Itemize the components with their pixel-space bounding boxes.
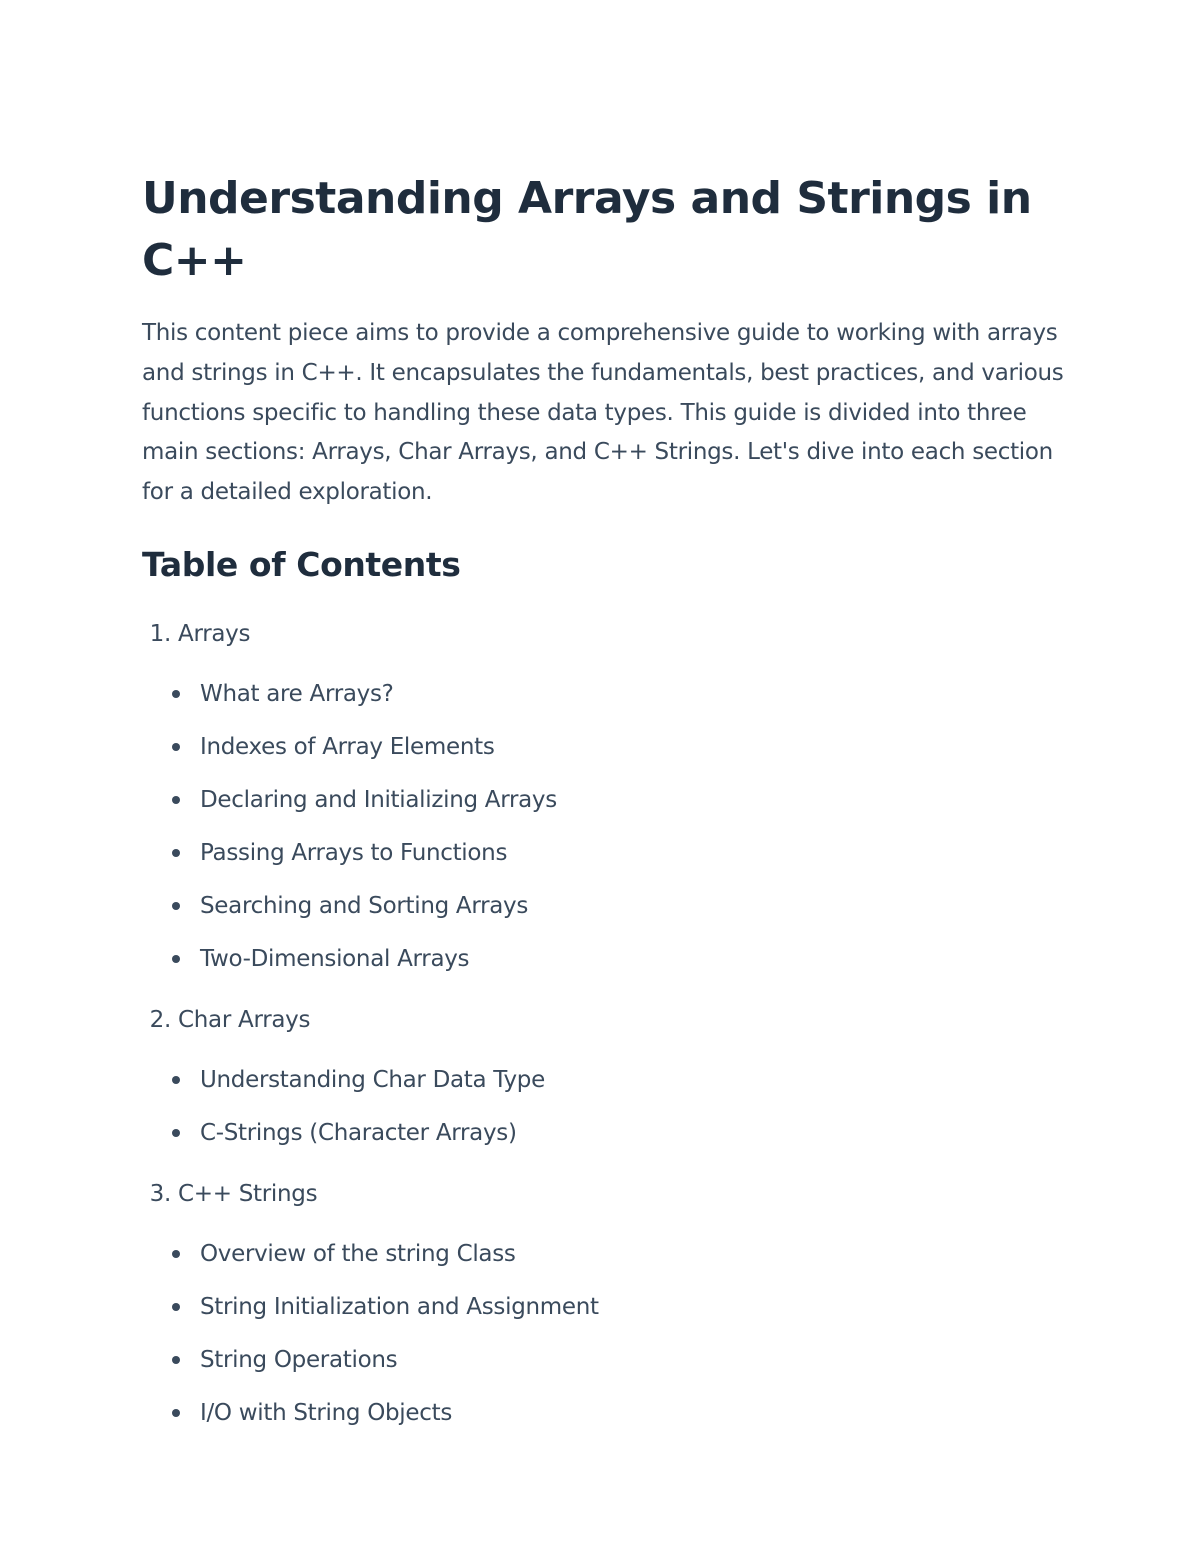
bullet-icon — [172, 1356, 180, 1364]
toc-heading: Table of Contents — [142, 544, 461, 584]
toc-section-number: 2. — [149, 1006, 171, 1033]
toc-section-number: 3. — [149, 1180, 171, 1207]
toc-section-label: Arrays — [178, 620, 251, 647]
bullet-icon — [172, 955, 180, 963]
list-item — [142, 1228, 1072, 1281]
table-of-contents — [142, 615, 1072, 1440]
bullet-icon — [172, 849, 180, 857]
bullet-icon — [172, 1129, 180, 1137]
toc-item-label: Passing Arrays to Functions — [200, 840, 508, 867]
toc-section-label: Char Arrays — [178, 1006, 311, 1033]
list-item — [142, 668, 1072, 721]
bullet-icon — [172, 690, 180, 698]
list-item — [142, 933, 1072, 986]
toc-subsection-list — [142, 668, 1072, 986]
toc-subsection-list — [142, 1054, 1072, 1160]
toc-item-label: Searching and Sorting Arrays — [200, 893, 529, 920]
toc-section-number: 1. — [149, 620, 171, 647]
list-item — [142, 1107, 1072, 1160]
toc-section-cpp-strings — [142, 1175, 1072, 1440]
list-item — [142, 1387, 1072, 1440]
toc-section-arrays — [142, 615, 1072, 986]
toc-item-label: I/O with String Objects — [200, 1400, 452, 1427]
list-item — [142, 827, 1072, 880]
bullet-icon — [172, 1409, 180, 1417]
list-item — [142, 880, 1072, 933]
toc-item-label: Understanding Char Data Type — [200, 1067, 545, 1094]
bullet-icon — [172, 796, 180, 804]
bullet-icon — [172, 743, 180, 751]
document-page — [142, 168, 1072, 1440]
toc-item-label: String Initialization and Assignment — [200, 1294, 599, 1321]
toc-item-label: String Operations — [200, 1347, 398, 1374]
toc-item-label: Two-Dimensional Arrays — [200, 946, 470, 973]
list-item — [142, 721, 1072, 774]
list-item — [142, 1054, 1072, 1107]
bullet-icon — [172, 1303, 180, 1311]
bullet-icon — [172, 1076, 180, 1084]
list-item — [142, 1281, 1072, 1334]
toc-item-label: Overview of the string Class — [200, 1241, 516, 1268]
toc-section-char-arrays — [142, 1001, 1072, 1160]
toc-item-label: Indexes of Array Elements — [200, 734, 495, 761]
bullet-icon — [172, 902, 180, 910]
toc-item-label: Declaring and Initializing Arrays — [200, 787, 557, 814]
page-title: Understanding Arrays and Strings in C++ — [142, 173, 1032, 286]
list-item — [142, 1334, 1072, 1387]
bullet-icon — [172, 1250, 180, 1258]
intro-paragraph: This content piece aims to provide a comprehensive guide to working with arrays and strings in C++. It encapsulates the fundamentals, best practices, and various functions specific to handling these data types. This guide is divided into three main sections: Arrays, Char Arrays, and C++ Strings. Let's dive into each section for a detailed exploration. — [142, 320, 1064, 506]
toc-section-label: C++ Strings — [178, 1180, 318, 1207]
toc-subsection-list — [142, 1228, 1072, 1440]
toc-item-label: What are Arrays? — [200, 681, 394, 708]
list-item — [142, 774, 1072, 827]
toc-item-label: C-Strings (Character Arrays) — [200, 1120, 517, 1147]
